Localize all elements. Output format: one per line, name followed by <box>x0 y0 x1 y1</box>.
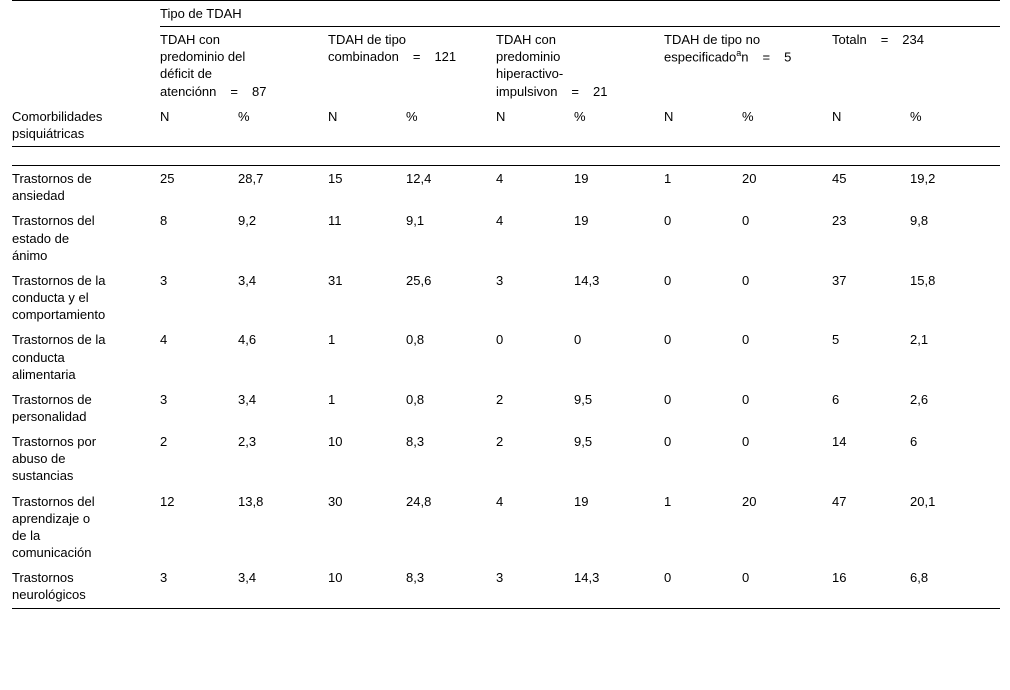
table-body <box>12 1 1000 609</box>
group-name-line: impulsivo <box>496 83 551 99</box>
cell: 0 <box>664 332 672 348</box>
cell: 1 <box>328 391 336 407</box>
table-row <box>12 268 1000 327</box>
cell: 12 <box>160 493 175 509</box>
group-header-adhd-hyperactive <box>496 27 664 104</box>
cell: 0 <box>742 434 750 450</box>
row-label-line: conducta <box>12 349 65 365</box>
group-name-line-with-n <box>664 48 828 65</box>
comorbidities-table <box>12 0 1000 609</box>
cell: 31 <box>328 272 343 288</box>
cell: 8,3 <box>406 565 496 608</box>
group-n-value: 234 <box>902 32 924 48</box>
row-label-line: Trastornos por <box>12 434 97 450</box>
group-header-adhd-unspecified <box>664 27 832 104</box>
cell: 9,1 <box>406 213 425 229</box>
cell: 23 <box>832 213 847 229</box>
group-name-line-with-n <box>160 83 324 100</box>
cell: 2 <box>160 434 168 450</box>
cell: 19 <box>574 493 589 509</box>
row-label-line: comunicación <box>12 545 92 561</box>
col-header-pct: % <box>406 104 496 147</box>
cell: 2,3 <box>238 434 257 450</box>
cell: 20 <box>742 493 757 509</box>
group-n-label: n <box>391 49 399 65</box>
row-label-line: Trastornos de <box>12 391 92 407</box>
group-n-value: 87 <box>251 83 267 99</box>
cell: 25,6 <box>406 272 432 288</box>
cell: 20,1 <box>910 493 936 509</box>
cell: 3,4 <box>238 565 328 608</box>
cell: 0 <box>574 332 582 348</box>
cell: 0 <box>664 391 672 407</box>
cell: 0 <box>742 391 750 407</box>
cell: 2,6 <box>910 391 929 407</box>
row-label-line: Trastornos de la <box>12 332 106 348</box>
cell: 3,4 <box>238 391 257 407</box>
group-n-label: n <box>859 32 867 48</box>
group-eq: = <box>571 83 580 99</box>
row-label-line: Trastornos <box>12 570 74 586</box>
stub-header-line: psiquiátricas <box>12 125 85 141</box>
col-header-pct: % <box>742 104 832 147</box>
cell: 2 <box>496 434 504 450</box>
cell: 3 <box>496 565 574 608</box>
group-name-line-with-n <box>496 83 660 100</box>
group-name-line: Total <box>832 32 860 48</box>
group-eq: = <box>880 32 889 48</box>
row-label <box>12 208 160 267</box>
cell: 19,2 <box>910 166 1000 209</box>
stub-header <box>12 104 160 147</box>
table-row <box>12 327 1000 386</box>
group-name-line-with-n <box>832 31 996 48</box>
cell: 45 <box>832 166 910 209</box>
row-label-line: conducta y el <box>12 290 89 306</box>
group-n-label: n <box>741 49 749 65</box>
column-header-row <box>12 104 1000 147</box>
cell: 24,8 <box>406 493 432 509</box>
col-header-pct: % <box>910 104 1000 147</box>
row-label-line: de la <box>12 527 41 543</box>
cell: 9,8 <box>910 213 929 229</box>
col-header-n: N <box>160 104 238 147</box>
cell: 1 <box>664 166 742 209</box>
group-name-line: TDAH con <box>160 32 220 48</box>
group-header-adhd-inattentive <box>160 27 328 104</box>
cell: 0,8 <box>406 391 425 407</box>
cell: 16 <box>832 565 910 608</box>
group-name-line: atención <box>160 83 210 99</box>
cell: 2 <box>496 391 504 407</box>
cell: 0 <box>664 565 742 608</box>
group-n-label: n <box>550 83 558 99</box>
group-header-row <box>12 27 1000 104</box>
footnote-marker: a <box>736 48 742 59</box>
cell: 4 <box>496 166 574 209</box>
row-label <box>12 268 160 327</box>
group-name-line: combinado <box>328 49 392 65</box>
row-label <box>12 565 160 608</box>
cell: 20 <box>742 166 832 209</box>
cell: 30 <box>328 493 343 509</box>
cell: 0 <box>664 272 672 288</box>
cell: 2,1 <box>910 332 929 348</box>
cell: 37 <box>832 272 847 288</box>
cell: 11 <box>328 213 342 229</box>
cell: 19 <box>574 166 664 209</box>
cell: 6,8 <box>910 565 1000 608</box>
cell: 3,4 <box>238 272 257 288</box>
cell: 3 <box>496 272 504 288</box>
row-label <box>12 429 160 488</box>
group-eq: = <box>762 49 771 65</box>
row-label <box>12 166 160 209</box>
table-row <box>12 166 1000 209</box>
row-label-line: ansiedad <box>12 188 65 204</box>
group-n-label: n <box>209 83 217 99</box>
row-label-line: estado de <box>12 230 70 246</box>
cell: 6 <box>910 434 918 450</box>
group-n-value: 5 <box>784 49 792 65</box>
cell: 0 <box>742 213 750 229</box>
stub-header-line: Comorbilidades <box>12 108 103 124</box>
cell: 10 <box>328 434 343 450</box>
cell: 4 <box>160 332 168 348</box>
group-n-value: 21 <box>593 83 608 99</box>
cell: 4 <box>496 213 504 229</box>
cell: 8 <box>160 213 168 229</box>
cell: 4,6 <box>238 332 257 348</box>
cell: 9,5 <box>574 391 593 407</box>
cell: 5 <box>832 332 840 348</box>
row-label-line: ánimo <box>12 247 48 263</box>
cell: 25 <box>160 166 238 209</box>
group-name-line: déficit de <box>160 66 213 82</box>
group-name-line: especificado <box>664 49 737 65</box>
cell: 3 <box>160 391 168 407</box>
row-label-line: personalidad <box>12 408 87 424</box>
cell: 19 <box>574 213 589 229</box>
cell: 1 <box>328 332 336 348</box>
group-eq: = <box>412 49 421 65</box>
group-title: Tipo de TDAH <box>160 1 1000 27</box>
col-header-n: N <box>496 104 574 147</box>
group-eq: = <box>230 83 238 99</box>
row-label <box>12 327 160 386</box>
stub-spacer-cell <box>12 27 160 104</box>
group-n-value: 121 <box>434 49 457 65</box>
group-name-line: predominio <box>496 49 561 65</box>
col-header-n: N <box>832 104 910 147</box>
group-name-line: predominio del <box>160 49 246 65</box>
group-title-row <box>12 1 1000 27</box>
group-header-adhd-combined <box>328 27 496 104</box>
cell: 1 <box>664 493 672 509</box>
row-label-line: Trastornos del <box>12 213 95 229</box>
row-label-line: abuso de <box>12 451 66 467</box>
cell: 0 <box>664 434 672 450</box>
cell: 0 <box>496 332 504 348</box>
group-name-line: hiperactivo- <box>496 66 564 82</box>
cell: 14,3 <box>574 272 600 288</box>
cell: 47 <box>832 493 847 509</box>
cell: 13,8 <box>238 493 264 509</box>
empty-corner-cell <box>12 1 160 27</box>
cell: 3 <box>160 272 168 288</box>
group-name-line: TDAH de tipo no <box>664 32 761 48</box>
group-header-total <box>832 27 1000 104</box>
group-name-line: TDAH con <box>496 32 556 48</box>
row-label <box>12 489 160 566</box>
row-label-line: Trastornos de la <box>12 272 106 288</box>
cell: 14 <box>832 434 847 450</box>
col-header-n: N <box>664 104 742 147</box>
cell: 0 <box>664 213 672 229</box>
cell: 0 <box>742 332 750 348</box>
cell: 28,7 <box>238 166 328 209</box>
table-row <box>12 565 1000 608</box>
col-header-pct: % <box>574 104 664 147</box>
cell: 3 <box>160 565 238 608</box>
row-label-line: alimentaria <box>12 366 76 382</box>
table-row <box>12 387 1000 429</box>
row-label-line: Trastornos del <box>12 493 95 509</box>
cell: 10 <box>328 565 406 608</box>
cell: 12,4 <box>406 166 496 209</box>
header-gap <box>12 147 1000 166</box>
cell: 0 <box>742 272 750 288</box>
cell: 4 <box>496 493 504 509</box>
cell: 0 <box>742 565 832 608</box>
cell: 6 <box>832 391 840 407</box>
row-label <box>12 387 160 429</box>
cell: 0,8 <box>406 332 425 348</box>
row-label-line: sustancias <box>12 468 74 484</box>
cell: 15 <box>328 166 406 209</box>
table-row <box>12 489 1000 566</box>
col-header-pct: % <box>238 104 328 147</box>
row-label-line: comportamiento <box>12 307 106 323</box>
cell: 15,8 <box>910 272 936 288</box>
table-row <box>12 429 1000 488</box>
row-label-line: neurológicos <box>12 587 86 603</box>
cell: 8,3 <box>406 434 425 450</box>
row-label-line: aprendizaje o <box>12 510 91 526</box>
cell: 9,2 <box>238 213 257 229</box>
cell: 14,3 <box>574 565 664 608</box>
cell: 9,5 <box>574 434 593 450</box>
group-name-line: TDAH de tipo <box>328 32 407 48</box>
group-name-line-with-n <box>328 48 492 65</box>
row-label-line: Trastornos de <box>12 171 92 187</box>
col-header-n: N <box>328 104 406 147</box>
table-row <box>12 208 1000 267</box>
